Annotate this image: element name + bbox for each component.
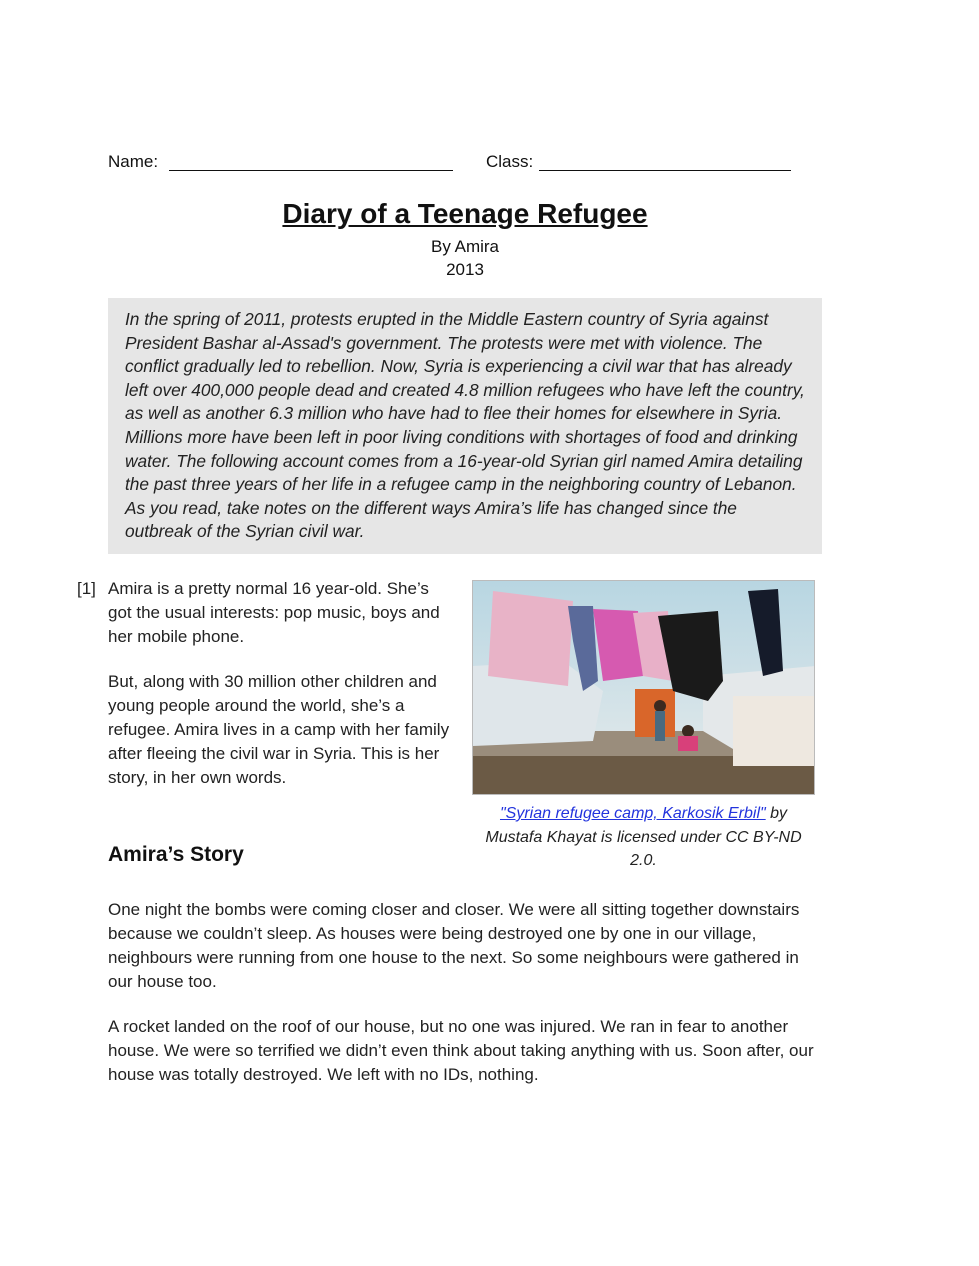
- intro-box: In the spring of 2011, protests erupted in the Middle Eastern country of Syria against President Bashar al-Assad's government. The protests were met with violence. The conflict gradually led to rebellion. Now, Syria is experiencing a civil war that has already left over 400,000 people dead and created 4.8 million refugees who have left the country, as well as another 6.3 million who have had to flee their homes for elsewhere in Syria. Millions more have been left in poor living conditions with shortages of food and drinking water. The following account comes from a 16-year-old Syrian girl named Amira detailing the past three years of her life in a refugee camp in the neighboring country of Lebanon. As you read, take notes on the different ways Amira’s life has changed since the outbreak of the Syrian civil war.: [108, 298, 822, 554]
- story-paragraph-1: One night the bombs were coming closer and closer. We were all sitting together downstairs because we couldn’t sleep. As houses were being destroyed one by one in our village, neighbours were running from one house to the next. So some neighbours were gathered in our house too.: [108, 900, 800, 991]
- story-heading: Amira’s Story: [108, 843, 244, 866]
- story-paragraph-2: A rocket landed on the roof of our house, but no one was injured. We ran in fear to another house. We were so terrified we didn’t even think about taking anything with us. Soon after, our house was totally destroyed. We left with no IDs, nothing.: [108, 1017, 814, 1084]
- photo-license-text: by Mustafa Khayat is licensed under CC BY-ND 2.0.: [485, 805, 802, 869]
- author: By Amira: [430, 237, 500, 256]
- paragraph-number: [1]: [77, 579, 96, 598]
- class-label: Class:: [486, 152, 534, 171]
- photo-caption: [472, 802, 815, 873]
- refugee-camp-photo: [472, 580, 815, 795]
- intro-paragraph-1: Amira is a pretty normal 16 year-old. She’s got the usual interests: pop music, boys and her mobile phone.: [108, 579, 440, 646]
- name-label: Name:: [108, 152, 159, 171]
- photo-source-link[interactable]: "Syrian refugee camp, Karkosik Erbil": [499, 805, 766, 822]
- page-title: Diary of a Teenage Refugee: [282, 198, 648, 229]
- intro-paragraph-2: But, along with 30 million other children and young people around the world, she’s a refugee. Amira lives in a camp with her family after fleeing the civil war in Syria. This is her story, in her own words.: [108, 672, 450, 787]
- class-blank-line: [539, 170, 791, 171]
- year: 2013: [446, 260, 484, 279]
- name-blank-line: [169, 170, 453, 171]
